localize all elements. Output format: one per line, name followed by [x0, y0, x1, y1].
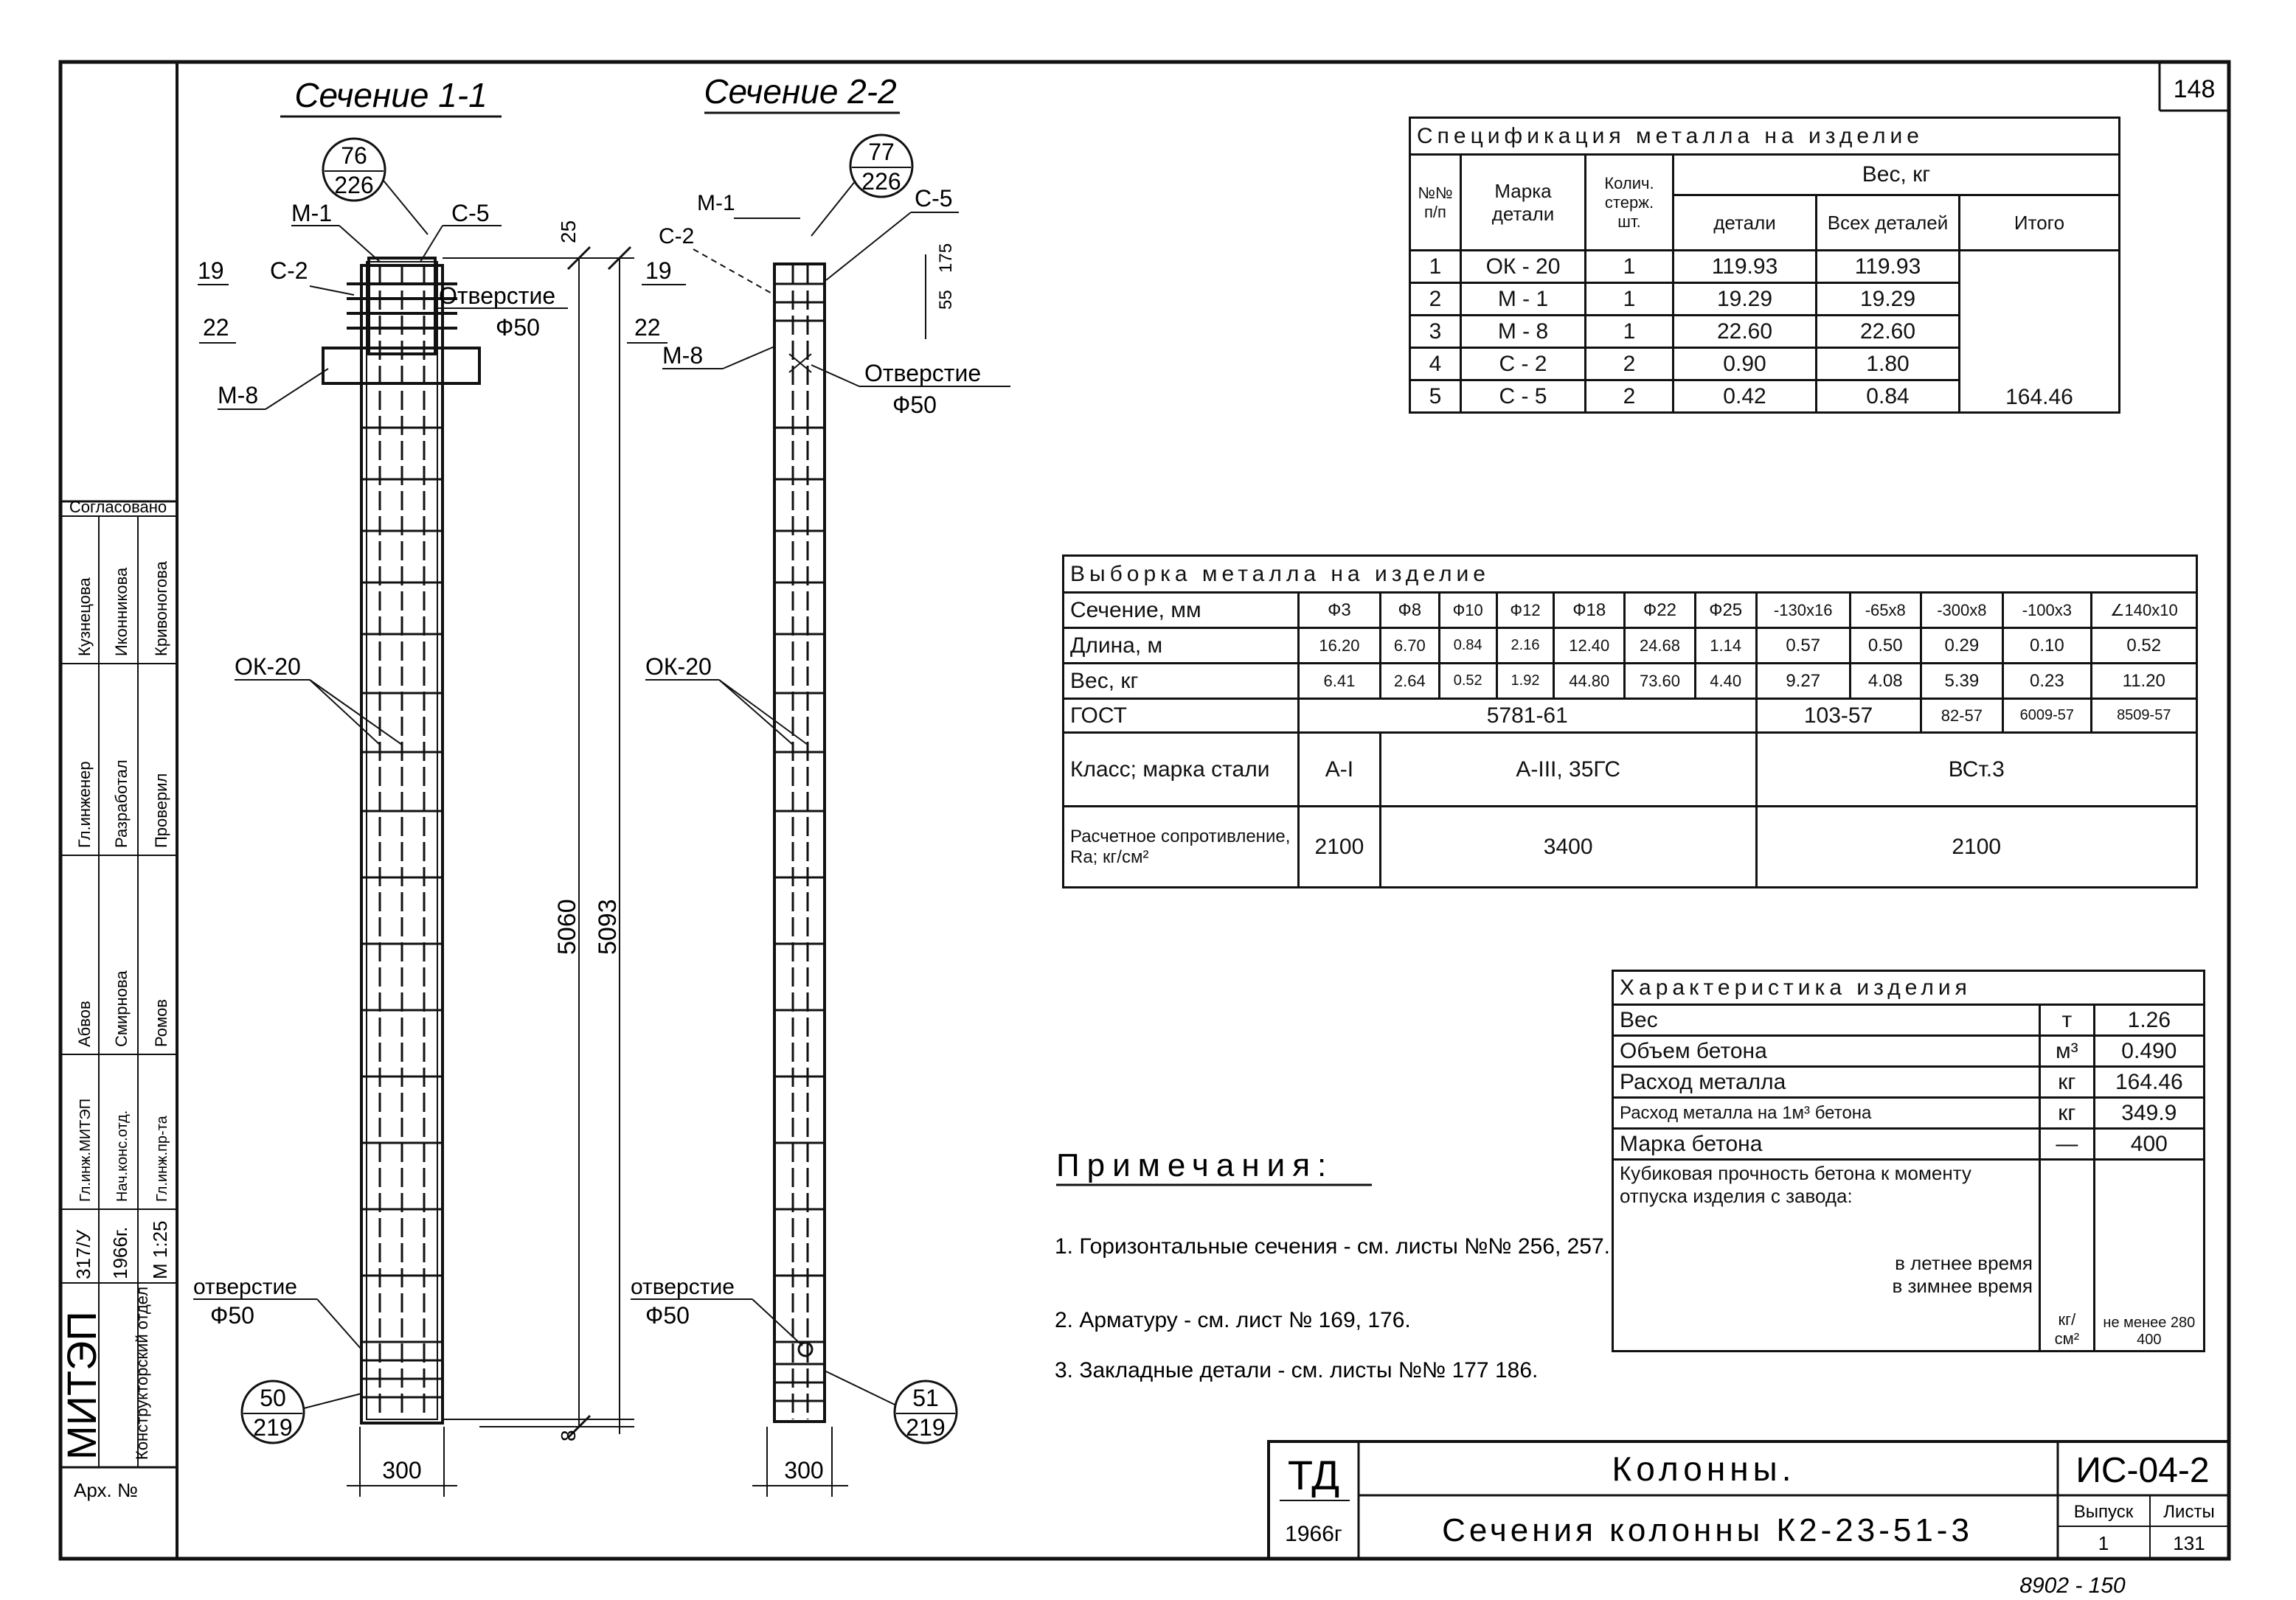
svg-text:55: 55: [936, 290, 956, 310]
svg-text:М-8: М-8: [662, 342, 704, 369]
svg-text:Ф50: Ф50: [496, 314, 540, 341]
svg-text:219: 219: [906, 1414, 946, 1441]
svg-text:Абвов: Абвов: [75, 1001, 94, 1047]
svg-text:131: 131: [2173, 1532, 2205, 1554]
svg-text:22: 22: [634, 314, 661, 341]
section-1-1: [193, 76, 634, 1497]
spec-title: Спецификация металла на изделие: [1410, 118, 2120, 155]
svg-text:Листы: Листы: [2163, 1502, 2215, 1522]
characteristics-title: Характеристика изделия: [1613, 971, 2205, 1005]
svg-text:77: 77: [868, 139, 895, 165]
sheet-number: 148: [2173, 75, 2216, 103]
svg-text:Кривоногова: Кривоногова: [152, 561, 170, 656]
svg-text:300: 300: [382, 1457, 422, 1484]
selection-table: Выборка металла на изделие Сечение, мм Ф3 Ф8 Ф10 Ф12 Ф18 Ф22 Ф25 -130х16 -65х8 -300х8 -100х3 ∠140х10 Длина, м 16.20 6.70 0.84 2.16 12.40 24.68 1.14 0.57 0.50 0.29 0.10 0.52 Вес, кг 6.41 2.64 0.52 1.92 44.80 73.60 4.40 9.27 4.08 5.39 0.23 11.20 ГОСТ 5781-61 103-57 82-57 6009-57 8509-57 Класс; марка стали А-I А-III, 35ГС ВСт.3 Расчетное сопротивление, Ra; кг/см² 2100 3400 2100: [1062, 554, 2198, 888]
svg-text:317/У: 317/У: [72, 1229, 94, 1279]
svg-text:76: 76: [341, 142, 367, 169]
title-name: Колонны.: [1612, 1450, 1796, 1488]
selection-title: Выборка металла на изделие: [1064, 556, 2197, 593]
svg-text:Ф50: Ф50: [645, 1302, 690, 1329]
svg-text:С-5: С-5: [451, 200, 490, 226]
title-block: [1269, 1441, 2229, 1559]
svg-text:Нач.конс.отд.: Нач.конс.отд.: [114, 1110, 131, 1202]
spec-total: 164.46: [1960, 251, 2120, 413]
characteristics-table: Характеристика изделия Вес т 1.26 Объем бетона м³ 0.490 Расход металла кг 164.46 Расход металла на 1м³ бетона кг 349.9 Марка бетона — 400 Кубиковая прочность бетона к моменту отпуска изделия с завода: в летнее время в зимнее время кг/см² не менее 280 400: [1612, 970, 2205, 1352]
title-td: ТД: [1287, 1452, 1340, 1498]
svg-text:С-2: С-2: [659, 224, 695, 248]
svg-text:Разработал: Разработал: [112, 759, 131, 848]
svg-text:19: 19: [645, 257, 672, 284]
svg-text:25: 25: [557, 220, 580, 243]
section-2-2: [627, 72, 1010, 1497]
svg-text:С-5: С-5: [915, 185, 953, 212]
svg-text:226: 226: [334, 172, 374, 198]
svg-text:Ф50: Ф50: [210, 1302, 254, 1329]
svg-text:5060: 5060: [553, 899, 581, 955]
section-1-title: Сечение 1-1: [294, 76, 488, 114]
strip-agreed: Согласовано: [69, 498, 167, 516]
svg-text:22: 22: [203, 314, 229, 341]
svg-text:ОК-20: ОК-20: [645, 653, 712, 680]
strength-text: Кубиковая прочность бетона к моменту отпуска изделия с завода:: [1620, 1162, 1971, 1207]
section-2-title: Сечение 2-2: [704, 72, 897, 111]
note-3: 3. Закладные детали - см. листы №№ 177 186.: [1055, 1358, 1539, 1382]
svg-text:175: 175: [936, 243, 956, 273]
svg-text:М 1:25: М 1:25: [149, 1220, 171, 1279]
svg-text:1966г.: 1966г.: [109, 1226, 131, 1279]
title-year: 1966г: [1285, 1522, 1342, 1546]
svg-text:Гл.инж.МИТЭП: Гл.инж.МИТЭП: [77, 1098, 94, 1202]
svg-text:219: 219: [253, 1414, 293, 1441]
svg-text:С-2: С-2: [270, 257, 308, 284]
svg-text:Смирнова: Смирнова: [112, 970, 131, 1047]
svg-text:Гл.инженер: Гл.инженер: [75, 761, 94, 848]
svg-text:19: 19: [198, 257, 224, 284]
archive-number: 8902 - 150: [2019, 1573, 2126, 1598]
title-code: ИС-04-2: [2075, 1451, 2210, 1490]
svg-text:Иконникова: Иконникова: [112, 567, 131, 656]
svg-text:Арх. №: Арх. №: [74, 1479, 138, 1501]
svg-text:Отверстие: Отверстие: [864, 360, 982, 386]
svg-text:Проверил: Проверил: [152, 773, 170, 848]
svg-text:М-1: М-1: [291, 200, 333, 226]
svg-text:300: 300: [784, 1457, 824, 1484]
svg-text:51: 51: [912, 1385, 939, 1411]
svg-text:1: 1: [2098, 1532, 2109, 1554]
svg-text:М-8: М-8: [218, 382, 259, 408]
note-2: 2. Арматуру - см. лист № 169, 176.: [1055, 1308, 1411, 1332]
org-name: МИТЭП: [58, 1311, 105, 1460]
note-1: 1. Горизонтальные сечения - см. листы №№ 256, 257.: [1055, 1234, 1611, 1259]
svg-text:50: 50: [260, 1385, 286, 1411]
svg-text:М-1: М-1: [697, 191, 735, 215]
title-subtitle: Сечения колонны К2-23-51-3: [1442, 1512, 1973, 1548]
svg-text:Выпуск: Выпуск: [2073, 1502, 2134, 1522]
left-strip: [58, 498, 177, 1501]
notes-title: Примечания:: [1056, 1147, 1334, 1183]
notes: [1055, 1147, 1610, 1382]
spec-table: Спецификация металла на изделие №№ п/п Марка детали Колич. стерж. шт. Вес, кг детали Всех деталей Итого 1 ОК - 20 1 119.93 119.93 164.46 2 М - 1 1 19.29 19.29 3 М - 8 1 22.60 22.60 4 С - 2 2 0.90 1.80 5 С - 5 2 0.42 0.84: [1409, 116, 2120, 414]
svg-text:226: 226: [861, 168, 901, 195]
svg-text:Ромов: Ромов: [152, 999, 170, 1047]
svg-text:5093: 5093: [594, 899, 622, 955]
svg-text:Гл.инж.пр-та: Гл.инж.пр-та: [154, 1116, 170, 1202]
svg-text:отверстие: отверстие: [631, 1275, 735, 1299]
svg-text:ОК-20: ОК-20: [235, 653, 301, 680]
svg-text:8: 8: [557, 1430, 580, 1441]
svg-text:Кузнецова: Кузнецова: [75, 577, 94, 656]
svg-text:Ф50: Ф50: [892, 392, 937, 418]
svg-text:отверстие: отверстие: [193, 1275, 297, 1299]
svg-text:Отверстие: Отверстие: [439, 282, 556, 309]
svg-text:Конструкторский отдел: Конструкторский отдел: [133, 1286, 151, 1460]
